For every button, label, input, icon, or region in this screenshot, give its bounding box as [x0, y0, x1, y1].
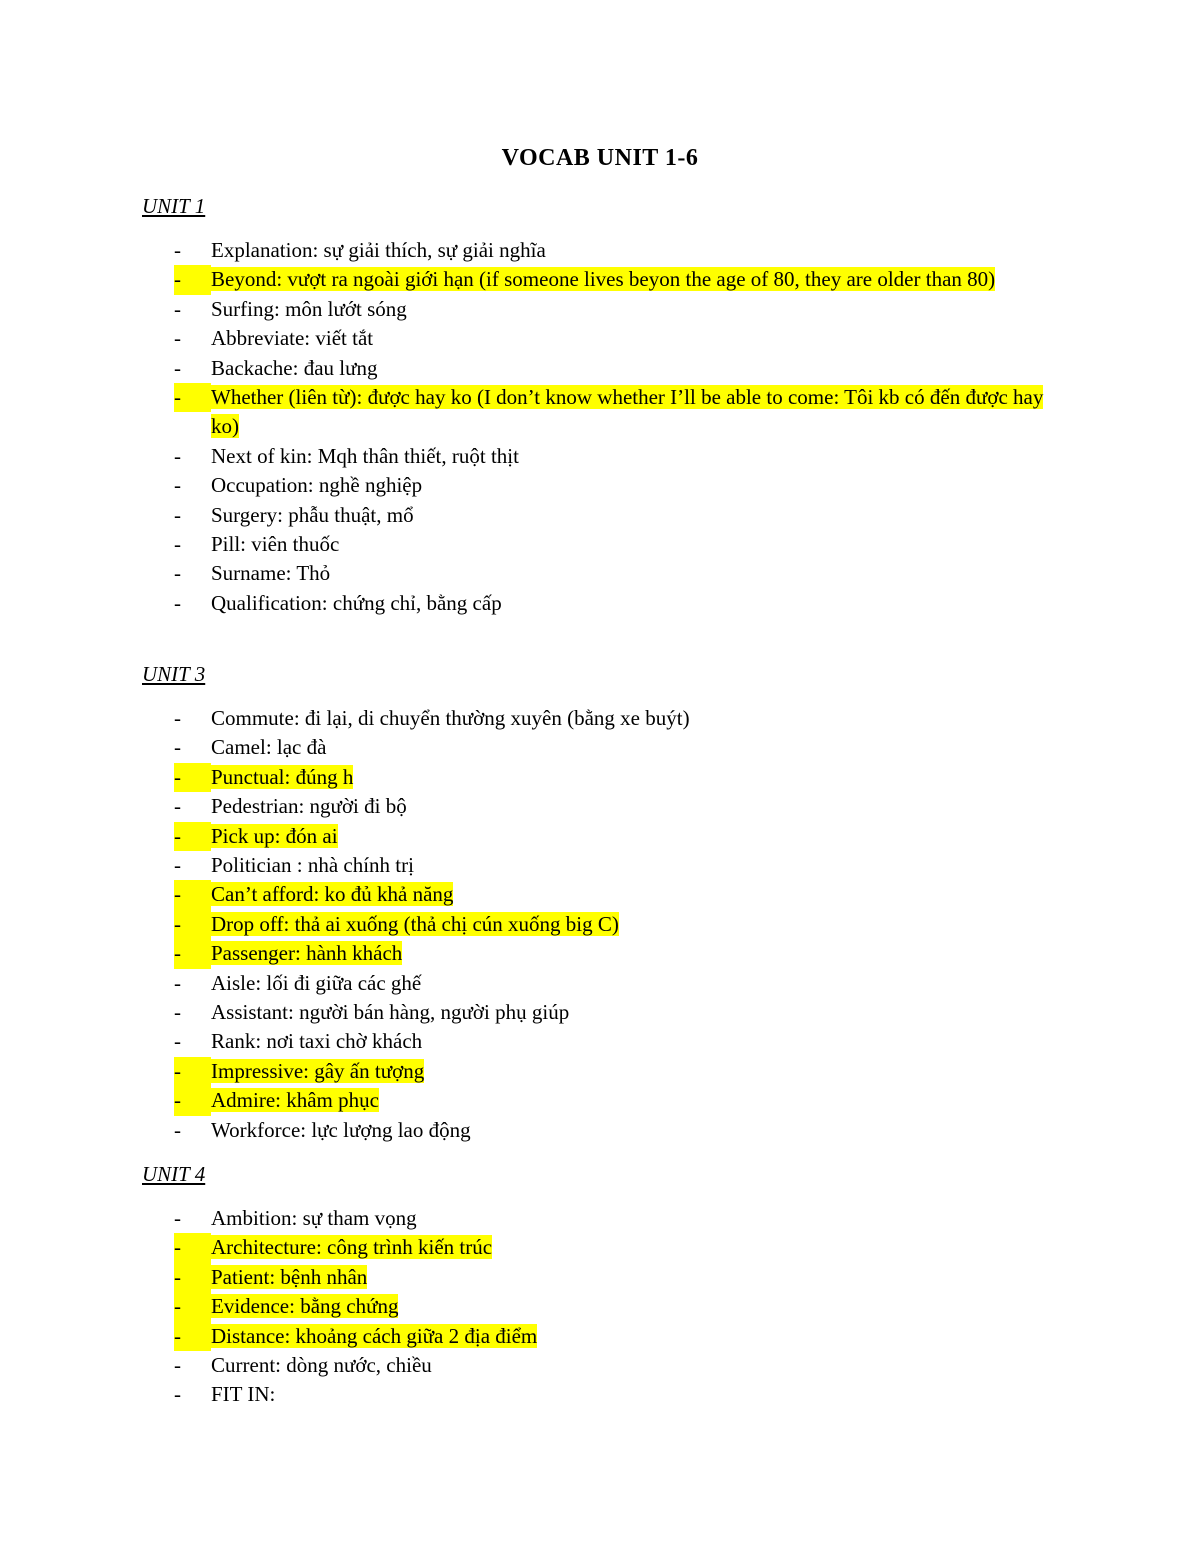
- vocab-item: [174, 733, 1064, 762]
- entry-text: Rank: nơi taxi chờ khách: [211, 1029, 423, 1054]
- vocab-entry-text: [211, 501, 1064, 530]
- list-bullet-dash: -: [174, 1000, 181, 1025]
- highlighted-text: Whether (liên từ): được hay ko (I don’t know whether I’ll be able to come: Tôi kb có đến được hay ko): [211, 385, 1044, 439]
- vocab-entry-text: [211, 354, 1064, 383]
- list-bullet-dash: -: [174, 265, 211, 294]
- vocab-entry-text: [211, 559, 1064, 588]
- vocab-item: [174, 589, 1064, 618]
- highlighted-text: Patient: bệnh nhân: [211, 1264, 368, 1289]
- entry-text: Qualification: chứng chỉ, bằng cấp: [211, 590, 502, 615]
- vocab-entry-text: [211, 822, 1064, 851]
- vocab-item: [174, 969, 1064, 998]
- vocab-entry-text: [211, 1204, 1064, 1233]
- list-bullet-dash: -: [174, 383, 211, 412]
- entry-text: Camel: lạc đà: [211, 735, 327, 760]
- vocab-item: [174, 792, 1064, 821]
- vocab-item: [174, 704, 1064, 733]
- vocab-item: [174, 1322, 1064, 1351]
- list-bullet-dash: -: [174, 561, 181, 586]
- list-bullet-dash: -: [174, 473, 181, 498]
- list-bullet-dash: -: [174, 1206, 181, 1230]
- vocab-entry-text: [211, 763, 1064, 792]
- vocab-entry-text: [211, 295, 1064, 324]
- unit-heading-3: UNIT 3: [142, 662, 206, 686]
- list-bullet-dash: -: [174, 238, 181, 262]
- vocab-entry-text: [211, 236, 1064, 265]
- list-bullet-dash: -: [174, 794, 181, 819]
- list-bullet-dash: -: [174, 296, 181, 321]
- vocab-item: [174, 939, 1064, 968]
- highlighted-text: Architecture: công trình kiến trúc: [211, 1235, 493, 1260]
- vocab-item: [174, 998, 1064, 1027]
- vocab-entry-text: [211, 1380, 1064, 1409]
- list-bullet-dash: -: [174, 1029, 181, 1054]
- entry-text: Surname: Thỏ: [211, 561, 331, 586]
- vocab-item: [174, 1351, 1064, 1380]
- vocab-item: [174, 236, 1064, 265]
- entry-text: Pedestrian: người đi bộ: [211, 794, 407, 819]
- list-bullet-dash: -: [174, 326, 181, 351]
- list-bullet-dash: -: [174, 706, 181, 730]
- vocab-entry-text: [211, 1292, 1064, 1321]
- entry-text: Ambition: sự tham vọng: [211, 1206, 417, 1230]
- entry-text: Aisle: lối đi giữa các ghế: [211, 970, 422, 995]
- entry-text: FIT IN:: [211, 1382, 276, 1407]
- entry-text: Assistant: người bán hàng, người phụ giúp: [211, 1000, 570, 1025]
- entry-text: Abbreviate: viết tắt: [211, 326, 374, 351]
- vocab-entry-text: [211, 910, 1064, 939]
- vocab-entry-text: [211, 733, 1064, 762]
- vocab-item: [174, 265, 1064, 294]
- list-bullet-dash: -: [174, 1057, 211, 1086]
- vocab-entry-text: [211, 880, 1064, 909]
- vocab-entry-text: [211, 1057, 1064, 1086]
- list-bullet-dash: -: [174, 1322, 211, 1351]
- vocab-list-unit-4: [174, 1204, 1064, 1410]
- list-bullet-dash: -: [174, 532, 181, 557]
- highlighted-text: Admire: khâm phục: [211, 1088, 379, 1113]
- entry-text: Pill: viên thuốc: [211, 532, 340, 557]
- vocab-item: [174, 324, 1064, 353]
- vocab-entry-text: [211, 324, 1064, 353]
- entry-text: Backache: đau lưng: [211, 355, 378, 380]
- vocab-entry-text: [211, 1086, 1064, 1115]
- vocab-entry-text: [211, 1351, 1064, 1380]
- list-bullet-dash: -: [174, 590, 181, 615]
- entry-text: Occupation: nghề nghiệp: [211, 473, 423, 498]
- list-bullet-dash: -: [174, 1117, 181, 1142]
- list-bullet-dash: -: [174, 1382, 181, 1407]
- list-bullet-dash: -: [174, 1292, 211, 1321]
- vocab-entry-text: [211, 1233, 1064, 1262]
- vocab-entry-text: [211, 442, 1064, 471]
- list-bullet-dash: -: [174, 735, 181, 760]
- document-title: VOCAB UNIT 1-6: [501, 145, 699, 171]
- vocab-entry-text: [211, 1027, 1064, 1056]
- vocab-entry-text: [211, 265, 1064, 294]
- vocab-item: [174, 1027, 1064, 1056]
- vocab-entry-text: [211, 969, 1064, 998]
- vocab-item: [174, 910, 1064, 939]
- vocab-item: [174, 763, 1064, 792]
- vocab-item: [174, 1233, 1064, 1262]
- list-bullet-dash: -: [174, 1233, 211, 1262]
- vocab-item: [174, 1292, 1064, 1321]
- vocab-item: [174, 442, 1064, 471]
- vocab-entry-text: [211, 792, 1064, 821]
- unit-heading-1: UNIT 1: [142, 194, 206, 218]
- vocab-item: [174, 1116, 1064, 1145]
- highlighted-text: Pick up: đón ai: [211, 823, 338, 848]
- vocab-item: [174, 471, 1064, 500]
- vocab-entry-text: [211, 1263, 1064, 1292]
- entry-text: Explanation: sự giải thích, sự giải nghĩa: [211, 238, 546, 262]
- vocab-entry-text: [211, 851, 1064, 880]
- highlighted-text: Impressive: gây ấn tượng: [211, 1058, 425, 1083]
- vocab-entry-text: [211, 998, 1064, 1027]
- list-bullet-dash: -: [174, 502, 181, 527]
- entry-text: Workforce: lực lượng lao động: [211, 1117, 471, 1142]
- highlighted-text: Passenger: hành khách: [211, 941, 403, 966]
- list-bullet-dash: -: [174, 970, 181, 995]
- vocab-list-unit-3: [174, 704, 1064, 1145]
- vocab-item: [174, 501, 1064, 530]
- vocab-entry-text: [211, 704, 1064, 733]
- vocab-entry-text: [211, 1322, 1064, 1351]
- entry-text: Next of kin: Mqh thân thiết, ruột thịt: [211, 443, 519, 468]
- vocab-entry-text: [211, 471, 1064, 500]
- vocab-item: [174, 354, 1064, 383]
- vocab-item: [174, 880, 1064, 909]
- vocab-item: [174, 559, 1064, 588]
- vocab-item: [174, 530, 1064, 559]
- highlighted-text: Beyond: vượt ra ngoài giới hạn (if someone lives beyon the age of 80, they are older than 80): [211, 267, 996, 292]
- vocab-item: [174, 1204, 1064, 1233]
- entry-text: Commute: đi lại, di chuyển thường xuyên (bằng xe buýt): [211, 706, 690, 730]
- vocab-item: [174, 383, 1064, 442]
- highlighted-text: Can’t afford: ko đủ khả năng: [211, 882, 454, 907]
- list-bullet-dash: -: [174, 853, 181, 878]
- list-bullet-dash: -: [174, 822, 211, 851]
- entry-text: Surfing: môn lướt sóng: [211, 296, 407, 321]
- list-bullet-dash: -: [174, 1086, 211, 1115]
- vocab-item: [174, 1380, 1064, 1409]
- highlighted-text: Punctual: đúng h: [211, 764, 354, 789]
- list-bullet-dash: -: [174, 763, 211, 792]
- vocab-item: [174, 1263, 1064, 1292]
- vocab-entry-text: [211, 383, 1064, 442]
- vocab-item: [174, 851, 1064, 880]
- entry-text: Current: dòng nước, chiều: [211, 1353, 432, 1378]
- entry-text: Surgery: phẫu thuật, mổ: [211, 502, 414, 527]
- vocab-item: [174, 1057, 1064, 1086]
- list-bullet-dash: -: [174, 1263, 211, 1292]
- list-bullet-dash: -: [174, 355, 181, 380]
- list-bullet-dash: -: [174, 443, 181, 468]
- vocab-item: [174, 295, 1064, 324]
- entry-text: Politician : nhà chính trị: [211, 853, 414, 878]
- list-bullet-dash: -: [174, 1353, 181, 1378]
- highlighted-text: Drop off: thả ai xuống (thả chị cún xuống big C): [211, 911, 619, 936]
- vocab-item: [174, 1086, 1064, 1115]
- highlighted-text: Distance: khoảng cách giữa 2 địa điểm: [211, 1323, 538, 1348]
- vocab-entry-text: [211, 939, 1064, 968]
- vocab-list-unit-1: [174, 236, 1064, 618]
- list-bullet-dash: -: [174, 910, 211, 939]
- unit-heading-4: UNIT 4: [142, 1162, 206, 1186]
- vocab-entry-text: [211, 530, 1064, 559]
- list-bullet-dash: -: [174, 939, 211, 968]
- vocab-entry-text: [211, 589, 1064, 618]
- list-bullet-dash: -: [174, 880, 211, 909]
- highlighted-text: Evidence: bằng chứng: [211, 1294, 399, 1319]
- vocab-entry-text: [211, 1116, 1064, 1145]
- vocab-item: [174, 822, 1064, 851]
